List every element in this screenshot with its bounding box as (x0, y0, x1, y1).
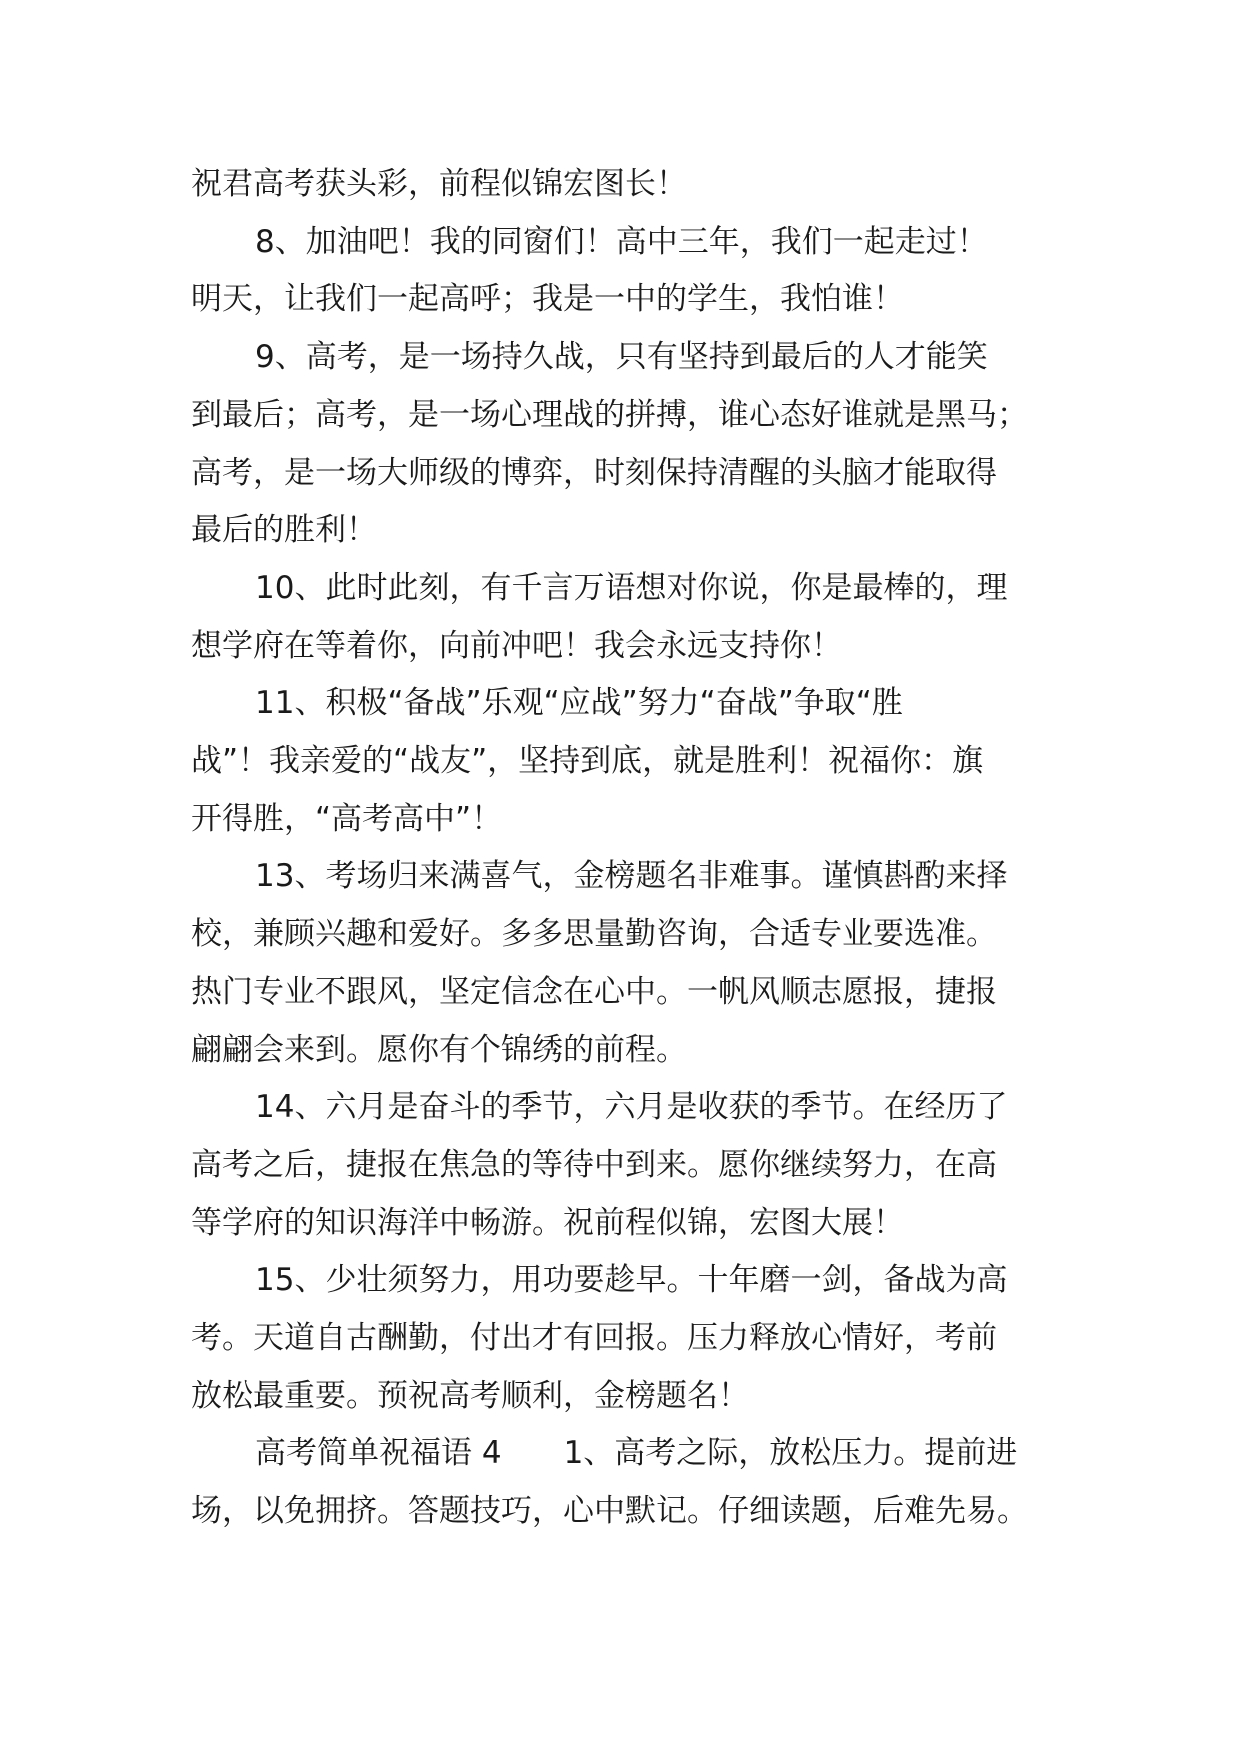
text-line: 等学府的知识海洋中畅游。祝前程似锦，宏图大展！ (191, 1205, 904, 1241)
text-line: 15、少壮须努力，用功要趁早。十年磨一剑，备战为高 (255, 1262, 1008, 1298)
text-line: 8、加油吧！我的同窗们！高中三年，我们一起走过！ (255, 224, 988, 260)
text-line: 高考之后，捷报在焦急的等待中到来。愿你继续努力，在高 (191, 1147, 997, 1183)
text-line: 战”！我亲爱的“战友”，坚持到底，就是胜利！祝福你：旗 (191, 743, 984, 779)
text-line: 场，以免拥挤。答题技巧，心中默记。仔细读题，后难先易。 (191, 1493, 1028, 1529)
text-line: 9、高考，是一场持久战，只有坚持到最后的人才能笑 (255, 339, 988, 375)
text-line: 考。天道自古酬勤，付出才有回报。压力释放心情好，考前 (191, 1320, 997, 1356)
text-line: 到最后；高考，是一场心理战的拼搏，谁心态好谁就是黑马； (191, 397, 1028, 433)
text-line: 14、六月是奋斗的季节，六月是收获的季节。在经历了 (255, 1089, 1008, 1125)
text-line: 翩翩会来到。愿你有个锦绣的前程。 (191, 1032, 687, 1068)
text-line: 热门专业不跟风，坚定信念在心中。一帆风顺志愿报，捷报 (191, 974, 997, 1010)
text-line: 11、积极“备战”乐观“应战”努力“奋战”争取“胜 (255, 685, 903, 721)
text-line: 13、考场归来满喜气，金榜题名非难事。谨慎斟酌来择 (255, 858, 1008, 894)
text-line: 明天，让我们一起高呼；我是一中的学生，我怕谁！ (191, 281, 904, 317)
text-line: 想学府在等着你，向前冲吧！我会永远支持你！ (191, 628, 842, 664)
text-line: 高考简单祝福语 4 1、高考之际，放松压力。提前进 (255, 1435, 1018, 1471)
text-line: 放松最重要。预祝高考顺利，金榜题名！ (191, 1378, 749, 1414)
text-line: 高考，是一场大师级的博弈，时刻保持清醒的头脑才能取得 (191, 455, 997, 491)
text-line: 10、此时此刻，有千言万语想对你说，你是最棒的，理 (255, 570, 1008, 606)
text-line: 校，兼顾兴趣和爱好。多多思量勤咨询，合适专业要选准。 (191, 916, 997, 952)
text-line: 最后的胜利！ (191, 512, 377, 548)
text-line: 开得胜，“高考高中”！ (191, 801, 503, 837)
text-line: 祝君高考获头彩，前程似锦宏图长！ (191, 166, 687, 202)
